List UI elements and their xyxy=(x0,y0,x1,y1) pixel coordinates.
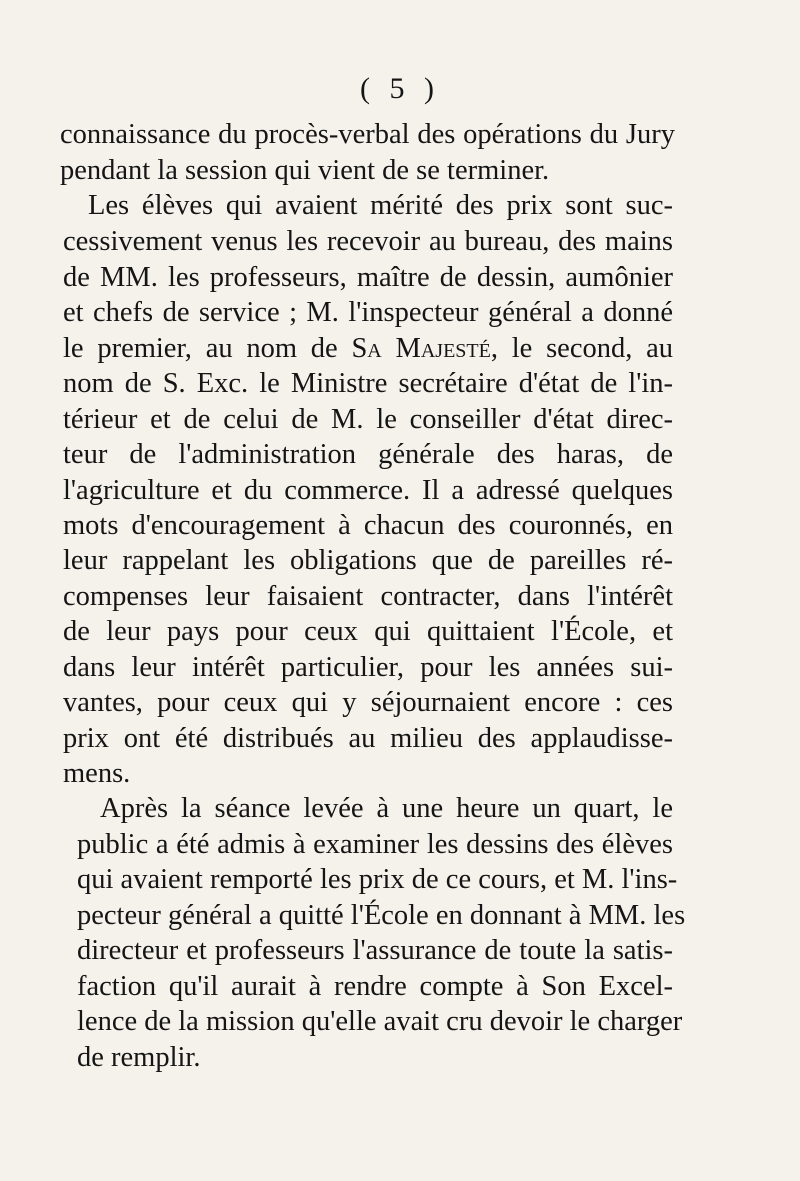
text-line-15: de leur pays pour ceux qui quittaient l'École, et xyxy=(63,616,673,647)
text-line-21: public a été admis à examiner les dessins des élèves xyxy=(77,829,673,860)
text-line-24: directeur et professeurs l'assurance de toute la satis- xyxy=(77,935,673,966)
text-line-10: teur de l'administration générale des haras, de xyxy=(63,439,673,470)
text-line-3: Les élèves qui avaient mérité des prix sont suc- xyxy=(88,190,673,221)
text-line-6: et chefs de service ; M. l'inspecteur général a donné xyxy=(63,297,673,328)
text-line-25: faction qu'il aurait à rendre compte à Son Excel- xyxy=(77,971,673,1002)
text-line-16: dans leur intérêt particulier, pour les années sui- xyxy=(63,652,673,683)
text-line-20: Après la séance levée à une heure un quart, le xyxy=(100,793,673,824)
text-line-12: mots d'encouragement à chacun des couronnés, en xyxy=(63,510,673,541)
majesty-smallcaps: Sa Majesté xyxy=(351,333,491,364)
text-line-26: lence de la mission qu'elle avait cru devoir le charger xyxy=(77,1006,683,1037)
text-line-14: compenses leur faisaient contracter, dans l'intérêt xyxy=(63,581,673,612)
text-line-2: pendant la session qui vient de se terminer. xyxy=(60,155,550,186)
text-line-5: de MM. les professeurs, maître de dessin, aumônier xyxy=(63,262,673,293)
page-number: ( 5 ) xyxy=(360,72,440,105)
text-line-23: pecteur général a quitté l'École en donnant à MM. les xyxy=(77,900,686,931)
text-line-7: le premier, au nom de Sa Majesté, le second, au xyxy=(63,333,674,364)
text-line-19: mens. xyxy=(63,758,131,789)
text-line-11: l'agriculture et du commerce. Il a adressé quelques xyxy=(63,475,673,506)
text-line-8: nom de S. Exc. le Ministre secrétaire d'état de l'in- xyxy=(63,368,673,399)
text-line-4: cessivement venus les recevoir au bureau, des mains xyxy=(63,226,673,257)
text-line-18: prix ont été distribués au milieu des applaudisse- xyxy=(63,723,673,754)
text-line-27: de remplir. xyxy=(77,1042,201,1073)
text-line-17: vantes, pour ceux qui y séjournaient encore : ces xyxy=(63,687,673,718)
text-line-9: térieur et de celui de M. le conseiller d'état direc- xyxy=(63,404,673,435)
text-line-1: connaissance du procès-verbal des opérations du Jury xyxy=(60,119,675,150)
text-line-13: leur rappelant les obligations que de pareilles ré- xyxy=(63,545,673,576)
text-line-22: qui avaient remporté les prix de ce cours, et M. l'ins- xyxy=(77,864,678,895)
